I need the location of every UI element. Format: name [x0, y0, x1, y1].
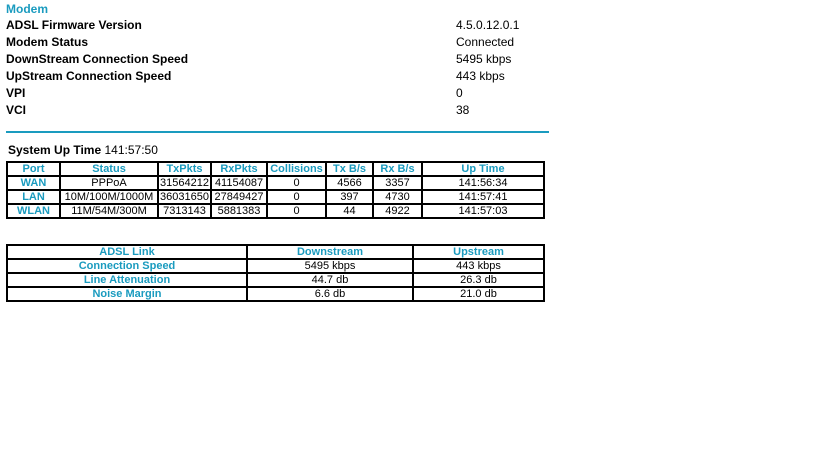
col-adsl-link: ADSL Link — [7, 245, 247, 259]
col-collisions: Collisions — [267, 162, 326, 176]
port-rxpkts: 41154087 — [211, 176, 267, 190]
system-uptime-value: 141:57:50 — [104, 143, 158, 157]
port-collisions: 0 — [267, 190, 326, 204]
port-txpkts: 7313143 — [158, 204, 211, 218]
port-rxbs: 3357 — [373, 176, 422, 190]
port-name: WAN — [7, 176, 60, 190]
adsl-upstream-value: 443 kbps — [413, 259, 544, 273]
port-rxbs: 4922 — [373, 204, 422, 218]
col-upstream: Upstream — [413, 245, 544, 259]
port-status: 11M/54M/300M — [60, 204, 158, 218]
port-rxbs: 4730 — [373, 190, 422, 204]
adsl-table-header — [7, 245, 544, 259]
adsl-metric-label: Noise Margin — [7, 287, 247, 301]
port-name: LAN — [7, 190, 60, 204]
port-status: 10M/100M/1000M — [60, 190, 158, 204]
vpi-value: 0 — [456, 86, 463, 100]
port-txpkts: 36031650 — [158, 190, 211, 204]
col-rxpkts: RxPkts — [211, 162, 267, 176]
col-uptime: Up Time — [422, 162, 544, 176]
col-port: Port — [7, 162, 60, 176]
col-txpkts: TxPkts — [158, 162, 211, 176]
downstream-speed-value: 5495 kbps — [456, 52, 512, 66]
system-uptime-label: System Up Time — [8, 143, 102, 157]
downstream-speed-row — [6, 52, 546, 69]
adsl-upstream-value: 21.0 db — [413, 287, 544, 301]
modem-status-label: Modem Status — [6, 35, 89, 49]
port-collisions: 0 — [267, 204, 326, 218]
table-row — [7, 273, 544, 287]
vpi-label: VPI — [6, 86, 26, 100]
modem-status-row — [6, 35, 546, 52]
port-status: PPPoA — [60, 176, 158, 190]
vpi-row — [6, 86, 546, 103]
table-row — [7, 287, 544, 301]
vci-value: 38 — [456, 103, 470, 117]
upstream-speed-value: 443 kbps — [456, 69, 505, 83]
system-uptime — [8, 143, 158, 157]
adsl-metric-label: Connection Speed — [7, 259, 247, 273]
adsl-downstream-value: 6.6 db — [247, 287, 413, 301]
section-divider — [6, 131, 549, 133]
table-row — [7, 204, 544, 218]
col-status: Status — [60, 162, 158, 176]
port-txpkts: 31564212 — [158, 176, 211, 190]
table-row — [7, 176, 544, 190]
upstream-speed-label: UpStream Connection Speed — [6, 69, 172, 83]
port-txbs: 44 — [326, 204, 373, 218]
vci-label: VCI — [6, 103, 27, 117]
port-uptime: 141:56:34 — [422, 176, 544, 190]
port-uptime: 141:57:41 — [422, 190, 544, 204]
adsl-downstream-value: 44.7 db — [247, 273, 413, 287]
modem-status-value: Connected — [456, 35, 515, 49]
col-rxbs: Rx B/s — [373, 162, 422, 176]
firmware-version-label: ADSL Firmware Version — [6, 18, 142, 32]
port-table-header — [7, 162, 544, 176]
port-statistics-table — [6, 161, 545, 219]
col-downstream: Downstream — [247, 245, 413, 259]
firmware-version-value: 4.5.0.12.0.1 — [456, 18, 520, 32]
adsl-link-table — [6, 244, 545, 302]
upstream-speed-row — [6, 69, 546, 86]
port-uptime: 141:57:03 — [422, 204, 544, 218]
firmware-version-row — [6, 18, 546, 35]
port-collisions: 0 — [267, 176, 326, 190]
vci-row — [6, 103, 546, 120]
port-txbs: 397 — [326, 190, 373, 204]
table-row — [7, 259, 544, 273]
port-rxpkts: 27849427 — [211, 190, 267, 204]
adsl-metric-label: Line Attenuation — [7, 273, 247, 287]
adsl-upstream-value: 26.3 db — [413, 273, 544, 287]
port-rxpkts: 5881383 — [211, 204, 267, 218]
adsl-downstream-value: 5495 kbps — [247, 259, 413, 273]
downstream-speed-label: DownStream Connection Speed — [6, 52, 189, 66]
col-txbs: Tx B/s — [326, 162, 373, 176]
table-row — [7, 190, 544, 204]
port-txbs: 4566 — [326, 176, 373, 190]
modem-section-title: Modem — [6, 2, 48, 16]
port-name: WLAN — [7, 204, 60, 218]
